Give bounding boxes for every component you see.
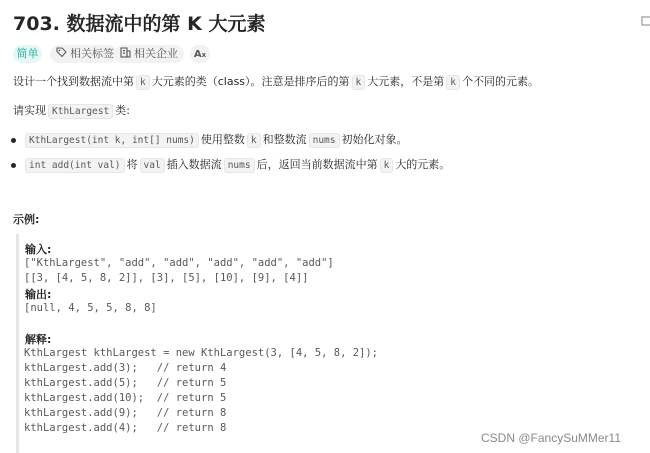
- translate-icon: Ax: [193, 49, 207, 60]
- description-line-1: [13, 74, 539, 90]
- problem-title: 703. 数据流中的第 K 大元素: [13, 13, 266, 35]
- bullet-item-1: [23, 132, 408, 148]
- desc-text: 大的元素。: [395, 158, 451, 171]
- description-line-2: [13, 103, 130, 119]
- explain-label: 解释:: [25, 333, 52, 346]
- inline-code-nums: nums: [309, 133, 340, 148]
- tab-icon[interactable]: [641, 14, 650, 27]
- desc-text: 设计一个找到数据流中第: [13, 75, 134, 88]
- inline-code-val: val: [140, 158, 165, 173]
- explain-line: kthLargest.add(5); // return 5: [24, 377, 227, 389]
- related-topics-button[interactable]: [50, 45, 117, 63]
- desc-text: 使用整数: [200, 133, 245, 146]
- translate-button[interactable]: [190, 45, 210, 63]
- related-companies-label: 相关企业: [134, 47, 178, 60]
- desc-text: 请实现: [13, 104, 46, 117]
- input-label: 输入:: [25, 243, 52, 256]
- input-line-1: ["KthLargest", "add", "add", "add", "add", "add"]: [24, 257, 334, 269]
- explain-line: kthLargest.add(4); // return 8: [24, 422, 227, 434]
- explain-line: kthLargest.add(10); // return 5: [24, 392, 227, 404]
- example-heading: 示例:: [13, 213, 40, 226]
- inline-code-add: int add(int val): [25, 158, 125, 173]
- explain-line: KthLargest kthLargest = new KthLargest(3, [4, 5, 8, 2]);: [24, 347, 379, 359]
- explain-line: kthLargest.add(3); // return 4: [24, 362, 227, 374]
- inline-code-constructor: KthLargest(int k, int[] nums): [25, 133, 199, 148]
- bullet-dot: [11, 163, 16, 168]
- inline-code-k: k: [247, 133, 261, 148]
- desc-text: 将: [126, 158, 138, 171]
- output-line: [null, 4, 5, 5, 8, 8]: [24, 302, 157, 314]
- building-icon: [120, 46, 131, 57]
- inline-code-k: k: [446, 75, 460, 90]
- desc-text: 大元素，不是第: [367, 75, 445, 88]
- desc-text: 插入数据流: [166, 158, 222, 171]
- inline-code-k: k: [352, 75, 366, 90]
- desc-text: 后，返回当前数据流中第: [256, 158, 378, 171]
- watermark: CSDN @FancySuMMer11: [481, 431, 621, 445]
- bullet-dot: [11, 138, 16, 143]
- output-label: 输出:: [25, 288, 52, 301]
- inline-code-class: KthLargest: [48, 104, 113, 119]
- input-line-2: [[3, [4, 5, 8, 2]], [3], [5], [10], [9], [4]]: [24, 272, 309, 284]
- related-topics-label: 相关标签: [70, 47, 114, 60]
- desc-text: 个不同的元素。: [462, 75, 540, 88]
- inline-code-k: k: [380, 158, 394, 173]
- related-companies-button[interactable]: [114, 45, 184, 63]
- tag-icon: [56, 46, 67, 57]
- desc-text: 和整数流: [262, 133, 307, 146]
- inline-code-nums: nums: [224, 158, 255, 173]
- inline-code-k: k: [136, 75, 150, 90]
- difficulty-badge: 简单: [13, 45, 42, 63]
- explain-line: kthLargest.add(9); // return 8: [24, 407, 227, 419]
- bullet-item-2: [23, 157, 450, 173]
- desc-text: 初始化对象。: [341, 133, 408, 146]
- desc-text: 大元素的类（class）。注意是排序后的第: [151, 75, 350, 88]
- desc-text: 类:: [115, 104, 130, 117]
